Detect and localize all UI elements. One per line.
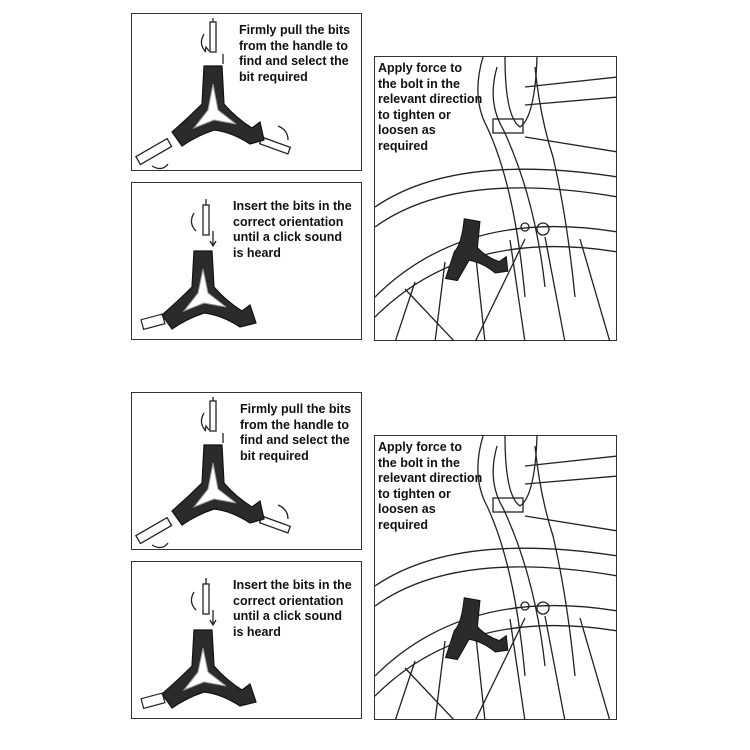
insert-bits-caption: Insert the bits in the correct orientation until a click sound is heard bbox=[233, 578, 352, 639]
apply-force-caption: Apply force to the bolt in the relevant direction to tighten or loosen as required bbox=[378, 61, 483, 153]
insert-bits-panel bbox=[131, 561, 362, 719]
apply-force-caption: Apply force to the bolt in the relevant direction to tighten or loosen as required bbox=[378, 440, 483, 532]
apply-force-panel bbox=[374, 56, 617, 341]
insert-bits-panel bbox=[131, 182, 362, 340]
pull-bits-caption: Firmly pull the bits from the handle to find and select the bit required bbox=[239, 23, 351, 84]
pull-bits-panel bbox=[131, 13, 362, 171]
pull-bits-panel bbox=[131, 392, 362, 550]
apply-force-panel bbox=[374, 435, 617, 720]
pull-bits-caption: Firmly pull the bits from the handle to find and select the bit required bbox=[240, 402, 352, 463]
insert-bits-caption: Insert the bits in the correct orientation until a click sound is heard bbox=[233, 199, 352, 260]
